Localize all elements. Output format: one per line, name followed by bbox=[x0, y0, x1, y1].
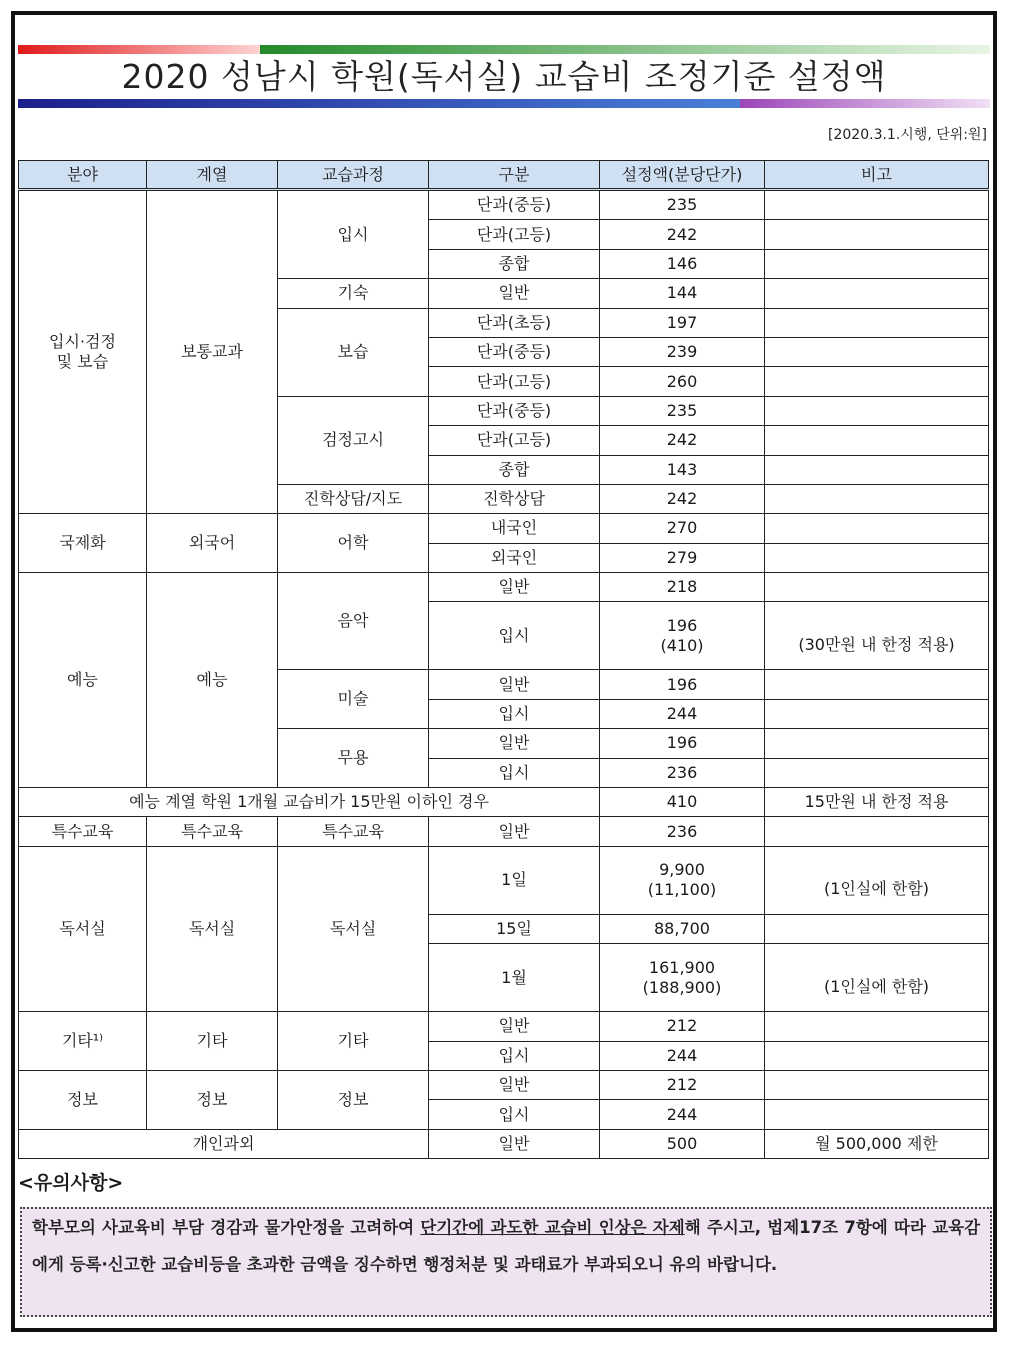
amount-cell: 244 bbox=[600, 1100, 765, 1129]
amount-cell: 144 bbox=[600, 279, 765, 308]
table-row bbox=[19, 573, 989, 602]
category-cell: 일반 bbox=[429, 1012, 600, 1041]
remarks-cell bbox=[765, 914, 989, 943]
category-cell: 입시 bbox=[429, 758, 600, 787]
field-cell: 예능 bbox=[19, 573, 147, 788]
remarks-cell bbox=[765, 670, 989, 699]
amount-cell: 88,700 bbox=[600, 914, 765, 943]
notice-text-before: 학부모의 사교육비 부담 경감과 물가안정을 고려하여 bbox=[32, 1218, 421, 1237]
remarks-cell bbox=[765, 396, 989, 425]
amount-cell: 242 bbox=[600, 220, 765, 249]
category-cell: 내국인 bbox=[429, 514, 600, 543]
category-cell: 일반 bbox=[429, 573, 600, 602]
remarks-cell bbox=[765, 573, 989, 602]
table-row bbox=[19, 846, 989, 914]
remarks-cell bbox=[765, 308, 989, 337]
table-row bbox=[19, 1129, 989, 1158]
amount-cell: 236 bbox=[600, 817, 765, 846]
category-cell: 단과(고등) bbox=[429, 367, 600, 396]
category-cell: 입시 bbox=[429, 699, 600, 728]
amount-cell: 279 bbox=[600, 543, 765, 572]
remarks-cell bbox=[765, 279, 989, 308]
remarks-cell bbox=[765, 543, 989, 572]
amount-cell: 9,900 (11,100) bbox=[600, 846, 765, 914]
header-category: 구분 bbox=[429, 161, 600, 190]
category-cell: 단과(중등) bbox=[429, 337, 600, 366]
field-cell: 입시·검정 및 보습 bbox=[19, 190, 147, 514]
remarks-cell bbox=[765, 758, 989, 787]
remarks-cell bbox=[765, 367, 989, 396]
amount-cell: 196 (410) bbox=[600, 602, 765, 670]
amount-cell: 242 bbox=[600, 426, 765, 455]
header-remarks: 비고 bbox=[765, 161, 989, 190]
remarks-cell bbox=[765, 426, 989, 455]
header-amount: 설정액(분당단가) bbox=[600, 161, 765, 190]
course-cell: 무용 bbox=[278, 729, 429, 788]
category-cell: 단과(초등) bbox=[429, 308, 600, 337]
category-cell: 입시 bbox=[429, 602, 600, 670]
amount-cell: 146 bbox=[600, 249, 765, 278]
table-row bbox=[19, 190, 989, 220]
category-cell: 일반 bbox=[429, 279, 600, 308]
category-cell: 외국인 bbox=[429, 543, 600, 572]
amount-cell: 500 bbox=[600, 1129, 765, 1158]
title-bar-red bbox=[18, 45, 260, 54]
title-bar-green bbox=[260, 45, 990, 54]
course-cell: 독서실 bbox=[278, 846, 429, 1011]
category-cell: 1일 bbox=[429, 846, 600, 914]
remarks-cell bbox=[765, 190, 989, 220]
remarks-cell: 월 500,000 제한 bbox=[765, 1129, 989, 1158]
remarks-cell bbox=[765, 699, 989, 728]
remarks-cell bbox=[765, 514, 989, 543]
category-cell: 일반 bbox=[429, 1129, 600, 1158]
remarks-cell bbox=[765, 249, 989, 278]
amount-cell: 244 bbox=[600, 1041, 765, 1070]
series-cell: 기타 bbox=[147, 1012, 278, 1071]
title-bar-blue bbox=[18, 99, 740, 108]
remarks-cell bbox=[765, 1100, 989, 1129]
category-cell: 종합 bbox=[429, 455, 600, 484]
category-cell: 진학상담 bbox=[429, 484, 600, 513]
category-cell: 단과(중등) bbox=[429, 396, 600, 425]
series-cell: 예능 bbox=[147, 573, 278, 788]
amount-cell: 218 bbox=[600, 573, 765, 602]
course-cell: 음악 bbox=[278, 573, 429, 670]
series-cell: 정보 bbox=[147, 1070, 278, 1129]
table-row bbox=[19, 514, 989, 543]
course-cell: 진학상담/지도 bbox=[278, 484, 429, 513]
course-cell: 입시 bbox=[278, 190, 429, 279]
amount-cell: 197 bbox=[600, 308, 765, 337]
category-cell: 종합 bbox=[429, 249, 600, 278]
remarks-cell bbox=[765, 1070, 989, 1099]
fee-table bbox=[18, 160, 989, 1159]
series-cell: 독서실 bbox=[147, 846, 278, 1011]
remarks-cell bbox=[765, 729, 989, 758]
course-cell: 어학 bbox=[278, 514, 429, 573]
table-row bbox=[19, 817, 989, 846]
category-cell: 입시 bbox=[429, 1041, 600, 1070]
header-series: 계열 bbox=[147, 161, 278, 190]
field-cell: 기타¹⁾ bbox=[19, 1012, 147, 1071]
remarks-cell bbox=[765, 484, 989, 513]
amount-cell: 235 bbox=[600, 190, 765, 220]
category-cell: 단과(고등) bbox=[429, 220, 600, 249]
amount-cell: 270 bbox=[600, 514, 765, 543]
field-cell: 정보 bbox=[19, 1070, 147, 1129]
remarks-cell bbox=[765, 1041, 989, 1070]
amount-cell: 143 bbox=[600, 455, 765, 484]
remarks-cell bbox=[765, 455, 989, 484]
remarks-cell: (1인실에 한함) bbox=[765, 846, 989, 914]
category-cell: 단과(고등) bbox=[429, 426, 600, 455]
amount-cell: 212 bbox=[600, 1012, 765, 1041]
amount-cell: 260 bbox=[600, 367, 765, 396]
category-cell: 15일 bbox=[429, 914, 600, 943]
table-row bbox=[19, 788, 989, 817]
amount-cell: 236 bbox=[600, 758, 765, 787]
effective-date-unit: [2020.3.1.시행, 단위:원] bbox=[828, 127, 987, 143]
amount-cell: 239 bbox=[600, 337, 765, 366]
course-cell: 미술 bbox=[278, 670, 429, 729]
amount-cell: 242 bbox=[600, 484, 765, 513]
category-cell: 일반 bbox=[429, 670, 600, 699]
category-cell: 1월 bbox=[429, 944, 600, 1012]
course-cell: 보습 bbox=[278, 308, 429, 396]
category-cell: 단과(중등) bbox=[429, 190, 600, 220]
category-cell: 일반 bbox=[429, 729, 600, 758]
series-cell: 보통교과 bbox=[147, 190, 278, 514]
course-cell: 정보 bbox=[278, 1070, 429, 1129]
remarks-cell bbox=[765, 1012, 989, 1041]
field-cell: 국제화 bbox=[19, 514, 147, 573]
course-cell: 특수교육 bbox=[278, 817, 429, 846]
amount-cell: 235 bbox=[600, 396, 765, 425]
category-cell: 일반 bbox=[429, 817, 600, 846]
remarks-cell bbox=[765, 220, 989, 249]
remarks-cell: 15만원 내 한정 적용 bbox=[765, 788, 989, 817]
remarks-cell: (30만원 내 한정 적용) bbox=[765, 602, 989, 670]
remarks-cell: (1인실에 한함) bbox=[765, 944, 989, 1012]
remarks-cell bbox=[765, 337, 989, 366]
notice-text-underlined: 단기간에 과도한 교습비 인상은 자제 bbox=[420, 1218, 685, 1237]
series-cell: 외국어 bbox=[147, 514, 278, 573]
remarks-cell bbox=[765, 817, 989, 846]
category-cell: 입시 bbox=[429, 1100, 600, 1129]
amount-cell: 212 bbox=[600, 1070, 765, 1099]
course-cell: 기숙 bbox=[278, 279, 429, 308]
series-cell: 특수교육 bbox=[147, 817, 278, 846]
course-cell: 기타 bbox=[278, 1012, 429, 1071]
notice-text-after: 해 주시고, 법제17조 7항에 따라 교육감에게 등록·신고한 교습비등을 초과한 금액을 징수하면 행정처분 및 과태료가 부과되오니 유의 바랍니다. bbox=[32, 1218, 981, 1274]
notice-title: <유의사항> bbox=[18, 1172, 124, 1194]
amount-cell: 196 bbox=[600, 670, 765, 699]
header-field: 분야 bbox=[19, 161, 147, 190]
field-cell: 독서실 bbox=[19, 846, 147, 1011]
amount-cell: 161,900 (188,900) bbox=[600, 944, 765, 1012]
category-cell: 일반 bbox=[429, 1070, 600, 1099]
amount-cell: 244 bbox=[600, 699, 765, 728]
course-cell: 검정고시 bbox=[278, 396, 429, 484]
merged-private-tutoring-cell: 개인과외 bbox=[19, 1129, 429, 1158]
merged-condition-cell: 예능 계열 학원 1개월 교습비가 15만원 이하인 경우 bbox=[19, 788, 600, 817]
amount-cell: 410 bbox=[600, 788, 765, 817]
field-cell: 특수교육 bbox=[19, 817, 147, 846]
header-course: 교습과정 bbox=[278, 161, 429, 190]
table-row bbox=[19, 1012, 989, 1041]
table-row bbox=[19, 1070, 989, 1099]
page-title: 2020 성남시 학원(독서실) 교습비 조정기준 설정액 bbox=[121, 57, 887, 96]
notice-box bbox=[20, 1207, 992, 1317]
table-header-row bbox=[19, 161, 989, 190]
title-bar-purple bbox=[740, 99, 990, 108]
amount-cell: 196 bbox=[600, 729, 765, 758]
